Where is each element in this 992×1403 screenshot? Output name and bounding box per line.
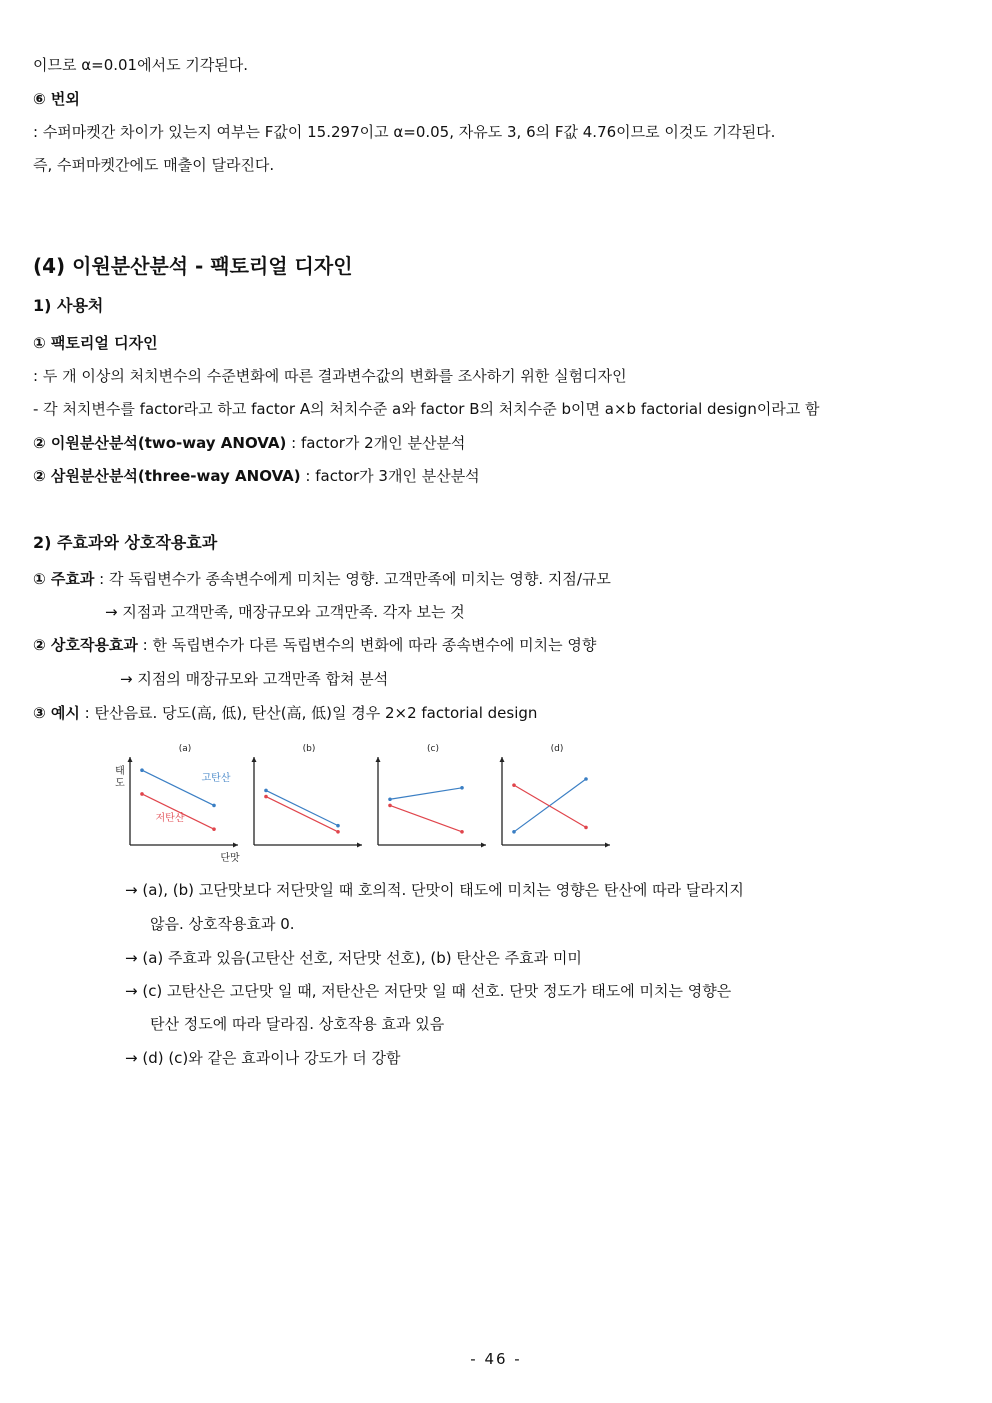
x-axis-arrow — [357, 843, 362, 848]
note-line: → (c) 고탄산은 고단맛 일 때, 저탄산은 저단맛 일 때 선호. 단맛 정도가 태도에 미치는 영향은 — [125, 982, 732, 1000]
item-description: : 탄산음료. 당도(高, 低), 탄산(高, 低)일 경우 2×2 factorial design — [79, 704, 538, 722]
item-bold-term: ① 주효과 — [33, 570, 95, 588]
list-item — [33, 433, 465, 453]
data-point — [264, 795, 268, 799]
panel-label: (c) — [427, 744, 439, 754]
data-point — [584, 826, 588, 830]
y-axis-arrow — [128, 757, 133, 762]
text-line: - 각 처치변수를 factor라고 하고 factor A의 처치수준 a와 factor B의 처치수준 b이면 a×b factorial design이라고 함 — [33, 400, 820, 418]
data-point — [212, 827, 216, 831]
section-title: (4) 이원분산분석 - 팩토리얼 디자인 — [33, 254, 353, 278]
data-point — [460, 786, 464, 790]
subsection-heading: 1) 사용처 — [33, 296, 104, 315]
data-point — [460, 830, 464, 834]
series-line — [266, 797, 338, 832]
data-point — [512, 830, 516, 834]
data-point — [336, 830, 340, 834]
item-heading: ⑥ 번외 — [33, 90, 80, 108]
item-description: : factor가 2개인 분산분석 — [286, 434, 466, 452]
item-description: : 한 독립변수가 다른 독립변수의 변화에 따라 종속변수에 미치는 영향 — [137, 636, 597, 654]
list-item — [33, 635, 596, 655]
x-axis-arrow — [605, 843, 610, 848]
list-item — [33, 569, 611, 589]
series-line — [514, 779, 586, 832]
data-point — [140, 792, 144, 796]
y-axis-arrow — [376, 757, 381, 762]
y-axis-arrow — [500, 757, 505, 762]
panel-label: (b) — [302, 744, 316, 754]
item-bold-term: ② 삼원분산분석(three-way ANOVA) — [33, 467, 301, 485]
arrow-line: → 지점과 고객만족, 매장규모와 고객만족. 각자 보는 것 — [105, 603, 465, 621]
data-point — [212, 804, 216, 808]
y-axis-label-char: 태 — [115, 766, 125, 777]
x-axis-arrow — [233, 843, 238, 848]
panel-label: (a) — [178, 744, 192, 754]
arrow-line: → 지점의 매장규모와 고객만족 합쳐 분석 — [120, 670, 389, 688]
note-line: → (a), (b) 고단맛보다 저단맛일 때 호의적. 단맛이 태도에 미치는 영향은 탄산에 따라 달라지지 — [125, 881, 744, 899]
item-bold-term: ② 이원분산분석(two-way ANOVA) — [33, 434, 287, 452]
list-item — [33, 466, 480, 486]
page-number: - 46 - — [470, 1350, 522, 1368]
text-line: : 수퍼마켓간 차이가 있는지 여부는 F값이 15.297이고 α=0.05, 자유도 3, 6의 F값 4.76이므로 이것도 기각된다. — [33, 123, 776, 141]
data-point — [388, 804, 392, 808]
item-bold-term: ③ 예시 — [33, 704, 80, 722]
y-axis-arrow — [252, 757, 257, 762]
text-line: : 두 개 이상의 처치변수의 수준변화에 따른 결과변수값의 변화를 조사하기 위한 실험디자인 — [33, 367, 627, 385]
note-line: → (a) 주효과 있음(고탄산 선호, 저단맛 선호), (b) 탄산은 주효과 미미 — [125, 949, 582, 967]
x-axis-arrow — [481, 843, 486, 848]
series-line — [390, 805, 462, 831]
series-label-high: 고탄산 — [201, 773, 231, 784]
series-line — [266, 790, 338, 825]
data-point — [388, 797, 392, 801]
series-line — [390, 788, 462, 799]
note-line: → (d) (c)와 같은 효과이나 강도가 더 강함 — [125, 1049, 401, 1067]
panel-label: (d) — [550, 744, 564, 754]
x-axis-label: 단맛 — [220, 853, 240, 862]
data-point — [584, 777, 588, 781]
item-description: : factor가 3개인 분산분석 — [300, 467, 480, 485]
text-line: 즉, 수퍼마켓간에도 매출이 달라진다. — [33, 156, 275, 174]
subsection-heading: 2) 주효과와 상호작용효과 — [33, 533, 218, 552]
note-line: 탄산 정도에 따라 달라짐. 상호작용 효과 있음 — [150, 1015, 445, 1033]
interaction-figure — [112, 740, 622, 862]
series-label-low: 저탄산 — [155, 813, 185, 824]
item-description: : 각 독립변수가 종속변수에게 미치는 영향. 고객만족에 미치는 영향. 지점/규모 — [94, 570, 611, 588]
data-point — [140, 768, 144, 772]
data-point — [512, 783, 516, 787]
series-line — [514, 785, 586, 827]
item-bold-term: ② 상호작용효과 — [33, 636, 138, 654]
note-line: 않음. 상호작용효과 0. — [150, 915, 295, 933]
list-item — [33, 703, 537, 723]
data-point — [336, 824, 340, 828]
data-point — [264, 789, 268, 793]
text-line: 이므로 α=0.01에서도 기각된다. — [33, 56, 249, 74]
y-axis-label-char: 도 — [115, 778, 125, 789]
item-heading: ① 팩토리얼 디자인 — [33, 334, 158, 352]
